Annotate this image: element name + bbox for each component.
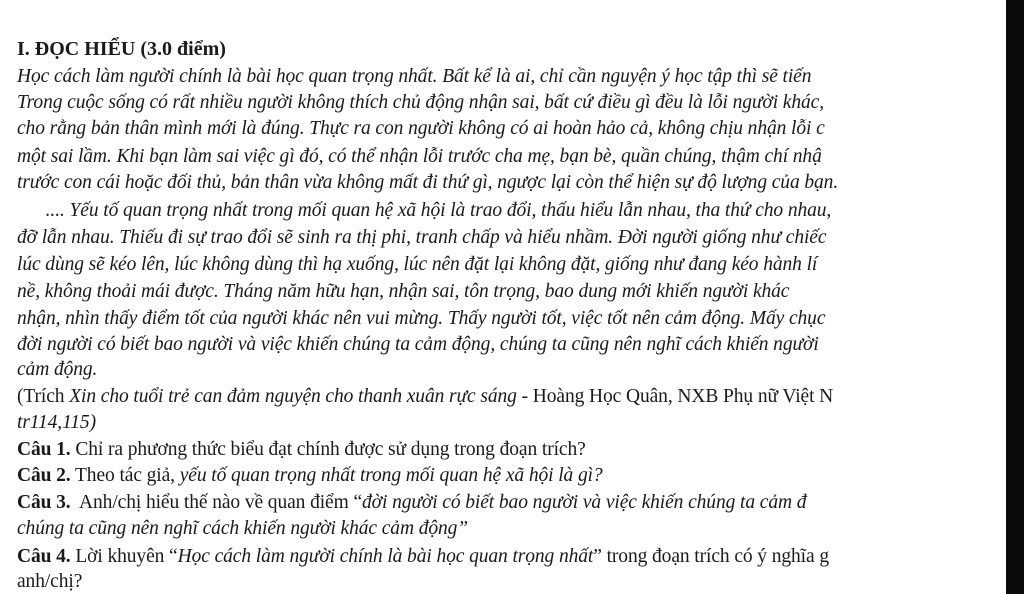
passage-line: cho rằng bản thân mình mới là đúng. Thực ra con người không có ai hoàn hảo cả, không chịu nhận lỗi c xyxy=(17,118,825,139)
question-text-italic: Học cách làm người chính là bài học quan trọng nhất xyxy=(177,546,594,567)
question-text: Chỉ ra phương thức biểu đạt chính được sử dụng trong đoạn trích? xyxy=(70,439,586,460)
section-heading: I. ĐỌC HIỂU (3.0 điểm) xyxy=(17,38,226,60)
question-text-italic: đời người có biết bao người và việc khiến chúng ta cảm đ xyxy=(362,492,807,513)
passage-line: Trong cuộc sống có rất nhiều người không thích chủ động nhận sai, bất cứ điều gì đều là lỗi người khác, xyxy=(17,92,824,113)
question-1 xyxy=(17,438,586,462)
question-label: Câu 2. xyxy=(17,465,71,486)
passage-line: đời người có biết bao người và việc khiến chúng ta cảm động, chúng ta cũng nên nghĩ cách khiến người xyxy=(17,334,819,355)
dark-edge-bar xyxy=(1006,0,1024,594)
citation xyxy=(17,385,833,409)
question-text: Lời khuyên “ xyxy=(70,546,178,567)
citation-source: - Hoàng Học Quân, NXB Phụ nữ Việt N xyxy=(516,386,834,407)
question-label: Câu 4. xyxy=(17,546,71,567)
question-text-end: ” trong đoạn trích có ý nghĩa g xyxy=(593,546,829,567)
question-3 xyxy=(17,491,806,515)
citation-pages: tr114,115) xyxy=(17,412,96,433)
passage-line: lúc dùng sẽ kéo lên, lúc không dùng thì hạ xuống, lúc nên đặt lại không đặt, giống như đang kéo hành lí xyxy=(17,254,818,275)
passage-line: cảm động. xyxy=(17,359,98,380)
question-text-italic: yếu tố quan trọng nhất trong mối quan hệ xã hội là gì? xyxy=(179,465,603,486)
citation-title: Xin cho tuổi trẻ can đảm nguyện cho thanh xuân rực sáng xyxy=(69,386,517,407)
passage-line: một sai lầm. Khi bạn làm sai việc gì đó, có thể nhận lỗi trước cha mẹ, bạn bè, quần chúng, thậm chí nhậ xyxy=(17,146,822,167)
question-label: Câu 3. xyxy=(17,492,71,513)
question-3-continuation: chúng ta cũng nên nghĩ cách khiến người khác cảm động” xyxy=(17,518,469,539)
question-2 xyxy=(17,464,603,488)
passage-line: trước con cái hoặc đối thủ, bản thân vừa không mất đi thứ gì, ngược lại còn thể hiện sự độ lượng của bạn. xyxy=(17,172,839,193)
passage-line: đỡ lẫn nhau. Thiếu đi sự trao đổi sẽ sinh ra thị phi, tranh chấp và hiểu nhầm. Đời người giống như chiếc xyxy=(17,227,827,248)
passage-line: nề, không thoải mái được. Tháng năm hữu hạn, nhận sai, tôn trọng, bao dung mới khiến người khác xyxy=(17,281,790,302)
question-label: Câu 1. xyxy=(17,439,71,460)
question-4 xyxy=(17,545,829,569)
passage-line: Học cách làm người chính là bài học quan trọng nhất. Bất kể là ai, chỉ cần nguyện ý học tập thì sẽ tiến xyxy=(17,66,812,87)
question-text: Theo tác giả, xyxy=(70,465,180,486)
passage-line: nhận, nhìn thấy điểm tốt của người khác nên vui mừng. Thấy người tốt, việc tốt nên cảm động. Mấy chục xyxy=(17,308,826,329)
citation-open: (Trích xyxy=(17,386,70,407)
question-4-continuation: anh/chị? xyxy=(17,571,83,592)
question-text: Anh/chị hiểu thế nào về quan điểm “ xyxy=(70,492,363,513)
passage-line: .... Yếu tố quan trọng nhất trong mối quan hệ xã hội là trao đổi, thấu hiểu lẫn nhau, tha thứ cho nhau, xyxy=(17,200,832,221)
